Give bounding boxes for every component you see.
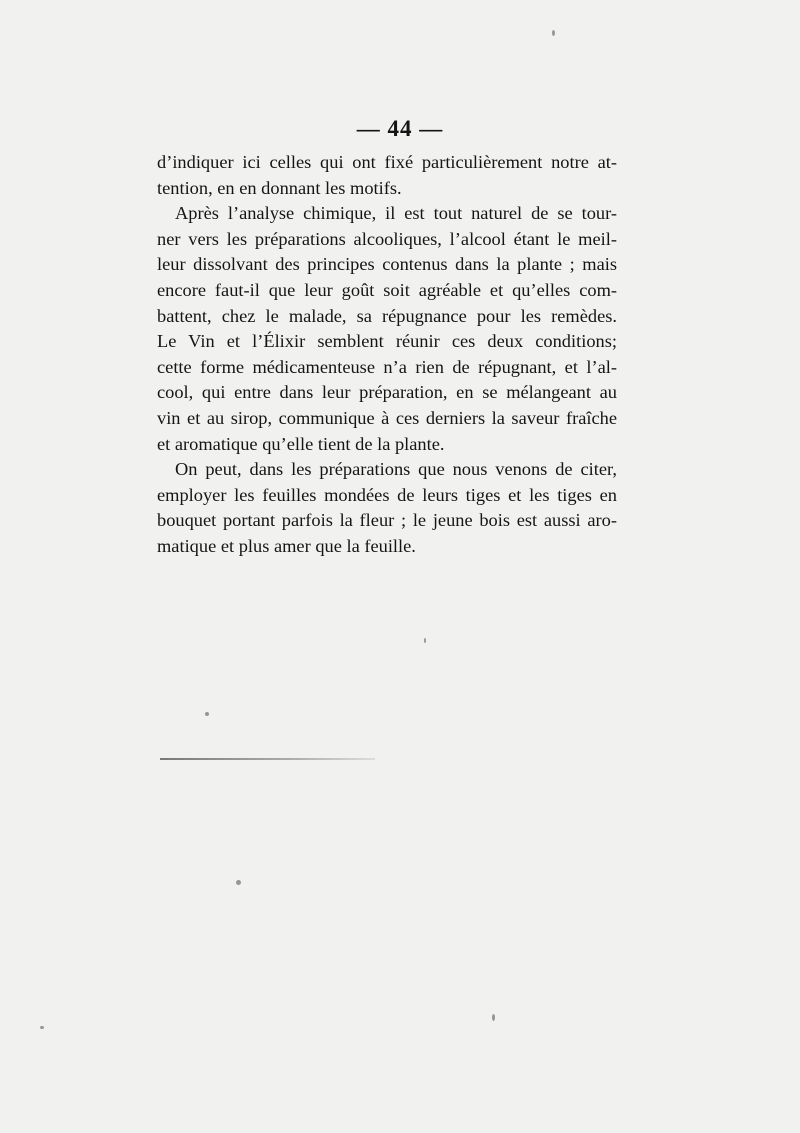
text-line: cette forme médicamenteuse n’a rien de répugnant, et l’al- — [157, 356, 617, 377]
ink-speck — [40, 1026, 44, 1029]
ink-speck — [424, 638, 426, 643]
page-number: — 44 — — [356, 116, 444, 141]
text-line: cool, qui entre dans leur préparation, en se mélangeant au — [157, 382, 617, 403]
text-line: bouquet portant parfois la fleur ; le jeune bois est aussi aro- — [157, 510, 617, 531]
ink-speck — [205, 712, 209, 716]
body-text — [157, 150, 617, 560]
text-line: d’indiquer ici celles qui ont fixé particulièrement notre at- — [157, 152, 617, 172]
text-line: leur dissolvant des principes contenus dans la plante ; mais — [157, 254, 617, 275]
bleed-through-text — [160, 585, 630, 609]
ink-speck — [236, 880, 241, 885]
ink-speck — [492, 1014, 495, 1021]
text-line: battent, chez le malade, sa répugnance pour les remèdes. — [157, 305, 617, 326]
text-line: matique et plus amer que la feuille. — [157, 535, 416, 556]
ink-speck — [552, 30, 555, 36]
footnote-rule — [160, 758, 375, 760]
text-line: ner vers les préparations alcooliques, l’alcool étant le meil- — [157, 228, 617, 249]
text-line: vin et au sirop, communique à ces derniers la saveur fraîche — [157, 407, 617, 428]
text-line: On peut, dans les préparations que nous venons de citer, — [175, 459, 617, 480]
text-line: Le Vin et l’Élixir semblent réunir ces deux conditions; — [157, 331, 617, 352]
text-line: et aromatique qu’elle tient de la plante. — [157, 433, 445, 454]
text-line: employer les feuilles mondées de leurs tiges et les tiges en — [157, 484, 617, 505]
text-line: tention, en en donnant les motifs. — [157, 177, 402, 198]
text-line: encore faut-il que leur goût soit agréable et qu’elles com- — [157, 279, 617, 300]
text-line: Après l’analyse chimique, il est tout naturel de se tour- — [175, 203, 617, 224]
